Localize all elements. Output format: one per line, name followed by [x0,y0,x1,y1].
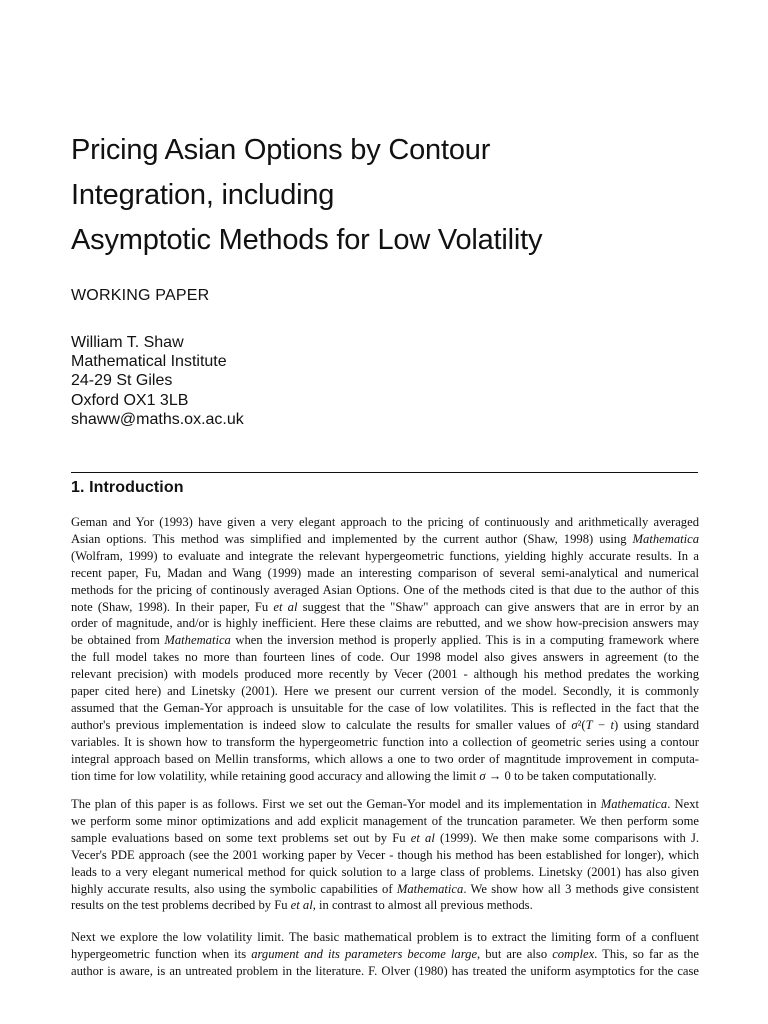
paragraph-line: leads to a very elegant numerical method for quick solution to a large class of problems. Linetsky (2001) has also given [71,864,699,879]
paragraph-1 [71,514,699,785]
paragraph-line: results on the test problems decribed by Fu et al, in contrast to almost all previous methods. [71,898,533,913]
paragraph-line: Next we explore the low volatility limit. The basic mathematical problem is to extract the limiting form of a confluent [71,930,699,944]
paragraph-line: tion time for low volatility, while retaining good accuracy and allowing the limit σ → 0 to be taken computationally. [71,768,657,783]
paragraph-line: assumed that the Geman-Yor approach is unsuitable for the case of low volatilites. This is reflected in the fact that the [71,700,699,715]
paper-title [71,128,711,263]
paragraph-line: the full model takes no more than fourteen lines of code. Our 1998 model also gives answers in agreement (to the [71,650,699,665]
paragraph-line: note (Shaw, 1998). In their paper, Fu et al suggest that the "Shaw" approach can give answers that are in error by an [71,599,699,614]
title-line-1: Pricing Asian Options by Contour [71,134,491,166]
author-email: shaww@maths.ox.ac.uk [71,410,244,428]
paragraph-line: hypergeometric function when its argument and its parameters become large, but are also complex. This, so far as the [71,946,699,961]
paragraph-line: be obtained from Mathematica when the inversion method is properly applied. This is in a computing framework where [71,633,699,648]
paragraph-line: Asian options. This method was simplified and implemented by the current author (Shaw, 1998) using Mathematica [71,531,699,546]
paragraph-line: recent paper, Fu, Madan and Wang (1999) made an interesting comparison of several semi-analytical and numerical [71,565,699,580]
paragraph-line: relevant precision) with models produced more recently by Vecer (2001 - although his method predates the working [71,667,699,682]
title-line-2: Integration, including [71,179,335,211]
paragraph-line: paper cited here) and Linetsky (2001). Here we present our current version of the model. Secondly, it is commonly [71,684,699,699]
paragraph-line: sample evaluations based on some text problems set out by Fu et al (1999). We then make some comparisons with J. [71,830,699,845]
section-divider [71,472,698,473]
author-city: Oxford OX1 3LB [71,391,189,409]
paragraph-2 [71,796,699,914]
author-name: William T. Shaw [71,334,184,351]
paragraph-line: methods for the pricing of continously averaged Asian Options. One of the methods cited is that due to the author of this [71,582,699,597]
paragraph-line: Geman and Yor (1993) have given a very elegant approach to the pricing of continuously and arithmetically averaged [71,515,699,529]
paragraph-line: order of magnitude, and/or is highly inefficient. Here these claims are rebutted, and we show how-precision answers may [71,616,699,631]
paragraph-line: author's previous implementation is indeed slow to calculate the results for smaller values of σ²(T − t) using standard [71,717,699,732]
author-street: 24-29 St Giles [71,372,173,390]
title-line-3: Asymptotic Methods for Low Volatility [71,224,543,256]
paper-type-label: WORKING PAPER [71,287,210,304]
section-heading: 1. Introduction [71,479,184,496]
paragraph-line: highly accurate results, also using the symbolic capabilities of Mathematica. We show how all 3 methods give consistent [71,881,700,896]
paragraph-line: The plan of this paper is as follows. First we set out the Geman-Yor model and its implementation in Mathematica. Next [71,797,699,811]
paragraph-line: variables. It is shown how to transform the hypergeometric function into a collection of geometric series using a contour [71,734,699,749]
paragraph-line: author is aware, is an untreated problem in the literature. F. Olver (1980) has treated the uniform asymptotics for the case [71,963,699,978]
paragraph-3 [71,929,699,980]
author-institution: Mathematical Institute [71,353,227,371]
paragraph-line: (Wolfram, 1999) to evaluate and integrate the relevant hypergeometric functions, yielding highly accurate results. In a [71,548,699,563]
author-block [71,333,244,429]
paragraph-line: integral approach based on Mellin transforms, which allows a one to two order of magntitude improvement in computa- [71,751,699,766]
paragraph-line: Vecer's PDE approach (see the 2001 working paper by Vecer - though his method has been established for longer), which [71,847,699,862]
paragraph-line: we perform some minor optimizations and add explicit management of the truncation parameter. We then perform some [71,813,699,828]
